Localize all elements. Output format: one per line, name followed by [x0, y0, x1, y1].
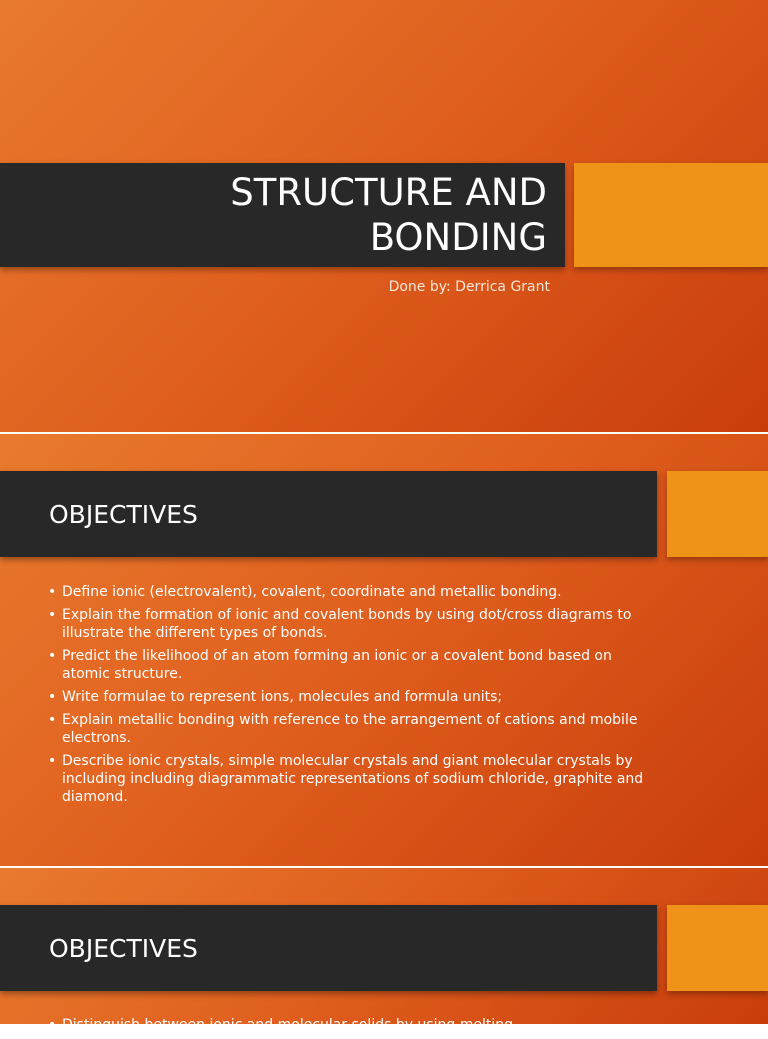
slide-heading: OBJECTIVES	[49, 499, 198, 529]
objectives-list	[46, 1016, 646, 1039]
title-accent-block	[574, 163, 768, 267]
list-item: • Explain the formation of ionic and covalent bonds by using dot/cross diagrams to illustrate the different types of bonds.	[46, 606, 646, 642]
list-item: • Write formulae to represent ions, molecules and formula units;	[46, 688, 646, 706]
list-item: • Describe ionic crystals, simple molecular crystals and giant molecular crystals by including including diagrammatic representations of sodium chloride, graphite and diamond.	[46, 752, 646, 806]
list-item: • Define ionic (electrovalent), covalent, coordinate and metallic bonding.	[46, 583, 646, 601]
heading-accent-block	[667, 905, 768, 991]
slide-subtitle: Done by: Derrica Grant	[388, 279, 550, 295]
objectives-slide-1	[0, 434, 768, 866]
list-item: • Predict the likelihood of an atom forming an ionic or a covalent bond based on atomic structure.	[46, 647, 646, 683]
heading-accent-block	[667, 471, 768, 557]
slide-title: STRUCTURE AND BONDING	[230, 171, 547, 259]
slide-heading: OBJECTIVES	[49, 933, 198, 963]
objectives-slide-2	[0, 868, 768, 1033]
objectives-list	[46, 583, 646, 811]
heading-bar	[0, 905, 657, 991]
list-item: • Explain metallic bonding with reference to the arrangement of cations and mobile electrons.	[46, 711, 646, 747]
heading-bar	[0, 471, 657, 557]
title-bar	[0, 163, 565, 267]
list-item: • Distinguish between ionic and molecular solids by using melting	[46, 1016, 646, 1034]
title-slide	[0, 0, 768, 432]
